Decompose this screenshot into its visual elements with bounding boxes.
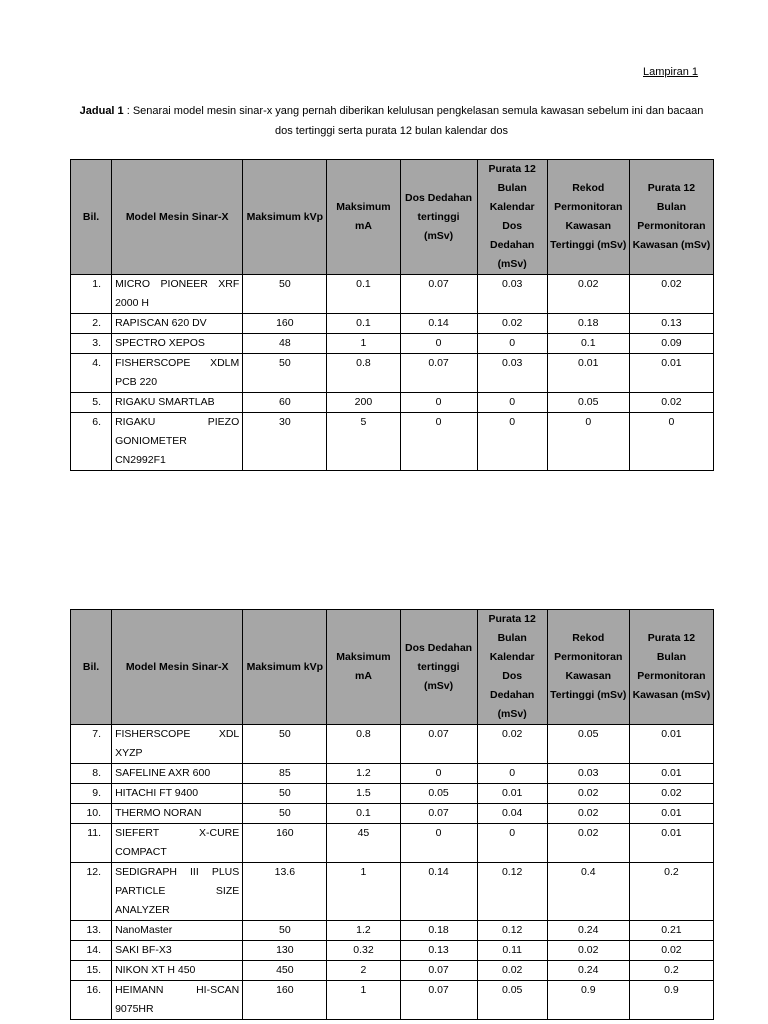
cell-rekod-permonitoran-tertinggi: 0.4: [547, 863, 629, 921]
cell-model: SIEFERT X-CURE COMPACT: [112, 824, 243, 863]
cell-max-kvp: 160: [243, 981, 327, 1020]
header-dos-dedahan-tertinggi: Dos Dedahan tertinggi (mSv): [400, 160, 477, 275]
cell-max-kvp: 30: [243, 413, 327, 471]
table-header-row: [71, 160, 714, 275]
table-row: [71, 393, 714, 413]
machine-table-1: [70, 159, 714, 471]
header-max-ma: Maksimum mA: [327, 610, 400, 725]
cell-dos-dedahan-tertinggi: 0: [400, 413, 477, 471]
cell-model: SAKI BF-X3: [112, 941, 243, 961]
cell-rekod-permonitoran-tertinggi: 0.01: [547, 354, 629, 393]
table-row: [71, 784, 714, 804]
cell-dos-dedahan-tertinggi: 0.18: [400, 921, 477, 941]
cell-rekod-permonitoran-tertinggi: 0: [547, 413, 629, 471]
cell-purata-dos-dedahan: 0.02: [477, 314, 547, 334]
cell-model: SAFELINE AXR 600: [112, 764, 243, 784]
cell-max-kvp: 50: [243, 784, 327, 804]
header-bil: Bil.: [71, 160, 112, 275]
cell-purata-dos-dedahan: 0.02: [477, 961, 547, 981]
cell-dos-dedahan-tertinggi: 0.07: [400, 725, 477, 764]
cell-rekod-permonitoran-tertinggi: 0.02: [547, 784, 629, 804]
header-max-ma: Maksimum mA: [327, 160, 400, 275]
table-row: [71, 824, 714, 863]
cell-bil: 6.: [71, 413, 112, 471]
cell-bil: 12.: [71, 863, 112, 921]
cell-max-kvp: 160: [243, 314, 327, 334]
cell-model: FISHERSCOPE XDLM PCB 220: [112, 354, 243, 393]
cell-purata-permonitoran: 0.02: [629, 941, 713, 961]
cell-dos-dedahan-tertinggi: 0: [400, 393, 477, 413]
cell-bil: 11.: [71, 824, 112, 863]
table-row: [71, 725, 714, 764]
cell-bil: 16.: [71, 981, 112, 1020]
cell-purata-dos-dedahan: 0.04: [477, 804, 547, 824]
cell-bil: 5.: [71, 393, 112, 413]
table-row: [71, 863, 714, 921]
cell-max-ma: 5: [327, 413, 400, 471]
table-caption-label: Jadual 1: [79, 105, 124, 117]
cell-dos-dedahan-tertinggi: 0.07: [400, 275, 477, 314]
cell-purata-dos-dedahan: 0: [477, 824, 547, 863]
appendix-label: Lampiran 1: [643, 66, 699, 78]
cell-max-ma: 0.32: [327, 941, 400, 961]
table-header-row: [71, 610, 714, 725]
cell-bil: 8.: [71, 764, 112, 784]
cell-purata-permonitoran: 0: [629, 413, 713, 471]
cell-max-ma: 0.8: [327, 725, 400, 764]
cell-purata-permonitoran: 0.2: [629, 961, 713, 981]
table-row: [71, 275, 714, 314]
cell-model: HITACHI FT 9400: [112, 784, 243, 804]
cell-model: NIKON XT H 450: [112, 961, 243, 981]
cell-rekod-permonitoran-tertinggi: 0.18: [547, 314, 629, 334]
cell-purata-permonitoran: 0.09: [629, 334, 713, 354]
cell-max-ma: 200: [327, 393, 400, 413]
header-rekod-permonitoran-tertinggi: Rekod Permonitoran Kawasan Tertinggi (mSv): [547, 610, 629, 725]
cell-rekod-permonitoran-tertinggi: 0.1: [547, 334, 629, 354]
cell-max-ma: 2: [327, 961, 400, 981]
table-row: [71, 314, 714, 334]
cell-model: SEDIGRAPH III PLUS PARTICLE SIZE ANALYZER: [112, 863, 243, 921]
cell-rekod-permonitoran-tertinggi: 0.9: [547, 981, 629, 1020]
table-row: [71, 961, 714, 981]
cell-bil: 3.: [71, 334, 112, 354]
cell-rekod-permonitoran-tertinggi: 0.05: [547, 393, 629, 413]
cell-purata-dos-dedahan: 0.01: [477, 784, 547, 804]
cell-max-kvp: 13.6: [243, 863, 327, 921]
cell-purata-dos-dedahan: 0: [477, 334, 547, 354]
header-max-kvp: Maksimum kVp: [243, 610, 327, 725]
cell-max-kvp: 50: [243, 804, 327, 824]
cell-max-kvp: 130: [243, 941, 327, 961]
cell-max-kvp: 50: [243, 354, 327, 393]
cell-bil: 14.: [71, 941, 112, 961]
cell-model: FISHERSCOPE XDL XYZP: [112, 725, 243, 764]
cell-max-ma: 0.1: [327, 275, 400, 314]
cell-model: SPECTRO XEPOS: [112, 334, 243, 354]
cell-model: THERMO NORAN: [112, 804, 243, 824]
cell-purata-permonitoran: 0.01: [629, 804, 713, 824]
cell-max-kvp: 48: [243, 334, 327, 354]
cell-rekod-permonitoran-tertinggi: 0.02: [547, 275, 629, 314]
cell-model: NanoMaster: [112, 921, 243, 941]
cell-purata-dos-dedahan: 0.05: [477, 981, 547, 1020]
cell-purata-dos-dedahan: 0.03: [477, 354, 547, 393]
cell-purata-permonitoran: 0.01: [629, 824, 713, 863]
cell-max-ma: 1: [327, 981, 400, 1020]
cell-bil: 15.: [71, 961, 112, 981]
header-rekod-permonitoran-tertinggi: Rekod Permonitoran Kawasan Tertinggi (mSv): [547, 160, 629, 275]
header-purata-permonitoran: Purata 12 Bulan Permonitoran Kawasan (mSv): [629, 160, 713, 275]
cell-max-ma: 0.1: [327, 804, 400, 824]
cell-rekod-permonitoran-tertinggi: 0.05: [547, 725, 629, 764]
cell-max-kvp: 85: [243, 764, 327, 784]
cell-dos-dedahan-tertinggi: 0.05: [400, 784, 477, 804]
cell-purata-permonitoran: 0.02: [629, 275, 713, 314]
cell-purata-dos-dedahan: 0: [477, 393, 547, 413]
header-purata-permonitoran: Purata 12 Bulan Permonitoran Kawasan (mSv): [629, 610, 713, 725]
cell-model: HEIMANN HI-SCAN 9075HR: [112, 981, 243, 1020]
machine-table-2: [70, 609, 714, 1020]
cell-max-kvp: 450: [243, 961, 327, 981]
cell-purata-permonitoran: 0.2: [629, 863, 713, 921]
cell-rekod-permonitoran-tertinggi: 0.03: [547, 764, 629, 784]
header-dos-dedahan-tertinggi: Dos Dedahan tertinggi (mSv): [400, 610, 477, 725]
cell-dos-dedahan-tertinggi: 0.07: [400, 981, 477, 1020]
cell-purata-permonitoran: 0.01: [629, 725, 713, 764]
cell-bil: 9.: [71, 784, 112, 804]
cell-purata-permonitoran: 0.01: [629, 354, 713, 393]
cell-max-ma: 45: [327, 824, 400, 863]
cell-max-ma: 1.5: [327, 784, 400, 804]
cell-max-kvp: 50: [243, 725, 327, 764]
cell-bil: 13.: [71, 921, 112, 941]
cell-dos-dedahan-tertinggi: 0: [400, 764, 477, 784]
cell-max-ma: 0.1: [327, 314, 400, 334]
cell-purata-permonitoran: 0.21: [629, 921, 713, 941]
table-row: [71, 921, 714, 941]
cell-purata-dos-dedahan: 0.02: [477, 725, 547, 764]
cell-model: RIGAKU SMARTLAB: [112, 393, 243, 413]
cell-purata-dos-dedahan: 0.12: [477, 863, 547, 921]
cell-dos-dedahan-tertinggi: 0.13: [400, 941, 477, 961]
cell-bil: 1.: [71, 275, 112, 314]
cell-dos-dedahan-tertinggi: 0.07: [400, 804, 477, 824]
header-model: Model Mesin Sinar-X: [112, 160, 243, 275]
cell-max-kvp: 60: [243, 393, 327, 413]
cell-dos-dedahan-tertinggi: 0: [400, 334, 477, 354]
header-model: Model Mesin Sinar-X: [112, 610, 243, 725]
cell-rekod-permonitoran-tertinggi: 0.24: [547, 921, 629, 941]
cell-rekod-permonitoran-tertinggi: 0.02: [547, 824, 629, 863]
header-purata-dos-dedahan: Purata 12 Bulan Kalendar Dos Dedahan (mSv): [477, 160, 547, 275]
cell-dos-dedahan-tertinggi: 0.07: [400, 961, 477, 981]
header-purata-dos-dedahan: Purata 12 Bulan Kalendar Dos Dedahan (mSv): [477, 610, 547, 725]
cell-bil: 2.: [71, 314, 112, 334]
cell-purata-permonitoran: 0.13: [629, 314, 713, 334]
cell-purata-dos-dedahan: 0: [477, 413, 547, 471]
table-caption: [70, 101, 713, 141]
table-row: [71, 354, 714, 393]
cell-max-ma: 1: [327, 334, 400, 354]
cell-model: RAPISCAN 620 DV: [112, 314, 243, 334]
table-row: [71, 413, 714, 471]
cell-rekod-permonitoran-tertinggi: 0.24: [547, 961, 629, 981]
cell-max-kvp: 50: [243, 921, 327, 941]
header-bil: Bil.: [71, 610, 112, 725]
cell-purata-dos-dedahan: 0.12: [477, 921, 547, 941]
cell-dos-dedahan-tertinggi: 0.07: [400, 354, 477, 393]
cell-purata-permonitoran: 0.02: [629, 393, 713, 413]
cell-dos-dedahan-tertinggi: 0.14: [400, 314, 477, 334]
cell-max-ma: 1.2: [327, 921, 400, 941]
cell-purata-dos-dedahan: 0.03: [477, 275, 547, 314]
cell-bil: 7.: [71, 725, 112, 764]
table-row: [71, 764, 714, 784]
cell-max-ma: 1.2: [327, 764, 400, 784]
cell-purata-permonitoran: 0.02: [629, 784, 713, 804]
cell-purata-dos-dedahan: 0.11: [477, 941, 547, 961]
cell-purata-dos-dedahan: 0: [477, 764, 547, 784]
cell-purata-permonitoran: 0.9: [629, 981, 713, 1020]
cell-rekod-permonitoran-tertinggi: 0.02: [547, 804, 629, 824]
cell-bil: 4.: [71, 354, 112, 393]
table-row: [71, 941, 714, 961]
cell-bil: 10.: [71, 804, 112, 824]
cell-dos-dedahan-tertinggi: 0.14: [400, 863, 477, 921]
cell-rekod-permonitoran-tertinggi: 0.02: [547, 941, 629, 961]
cell-max-kvp: 160: [243, 824, 327, 863]
header-max-kvp: Maksimum kVp: [243, 160, 327, 275]
table-row: [71, 981, 714, 1020]
cell-max-ma: 1: [327, 863, 400, 921]
cell-max-ma: 0.8: [327, 354, 400, 393]
cell-model: MICRO PIONEER XRF 2000 H: [112, 275, 243, 314]
cell-max-kvp: 50: [243, 275, 327, 314]
cell-purata-permonitoran: 0.01: [629, 764, 713, 784]
table-caption-text: : Senarai model mesin sinar-x yang pernah diberikan kelulusan pengkelasan semula kawasan sebelum ini dan bacaan dos tertinggi serta purata 12 bulan kalendar dos: [123, 105, 704, 137]
table-row: [71, 334, 714, 354]
cell-model: RIGAKU PIEZO GONIOMETER CN2992F1: [112, 413, 243, 471]
cell-dos-dedahan-tertinggi: 0: [400, 824, 477, 863]
table-row: [71, 804, 714, 824]
